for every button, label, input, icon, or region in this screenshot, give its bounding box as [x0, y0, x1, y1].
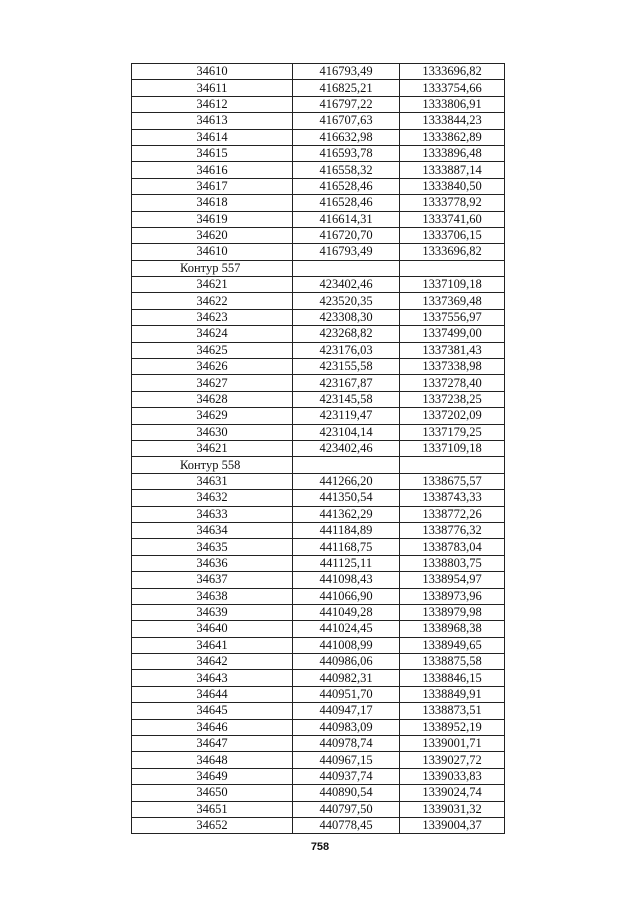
- point-number-cell: 34622: [132, 293, 293, 309]
- y-coordinate-cell: 1338675,57: [400, 473, 505, 489]
- x-coordinate-cell: 440982,31: [293, 670, 400, 686]
- point-number-cell: 34621: [132, 277, 293, 293]
- point-number-cell: 34649: [132, 768, 293, 784]
- y-coordinate-cell: 1333754,66: [400, 80, 505, 96]
- x-coordinate-cell: 440986,06: [293, 654, 400, 670]
- y-coordinate-cell: 1333706,15: [400, 227, 505, 243]
- x-coordinate-cell: 441266,20: [293, 473, 400, 489]
- x-coordinate-cell: 441350,54: [293, 490, 400, 506]
- x-coordinate-cell: 423308,30: [293, 309, 400, 325]
- point-number-cell: 34639: [132, 604, 293, 620]
- table-row: [132, 244, 505, 260]
- table-row: [132, 539, 505, 555]
- x-coordinate-cell: 416825,21: [293, 80, 400, 96]
- x-coordinate-cell: 416593,78: [293, 145, 400, 161]
- table-row: [132, 506, 505, 522]
- table-row: [132, 227, 505, 243]
- x-coordinate-cell: 416793,49: [293, 244, 400, 260]
- point-number-cell: 34630: [132, 424, 293, 440]
- empty-y-cell: [400, 260, 505, 276]
- y-coordinate-cell: 1337338,98: [400, 359, 505, 375]
- point-number-cell: 34634: [132, 522, 293, 538]
- point-number-cell: 34637: [132, 572, 293, 588]
- y-coordinate-cell: 1337109,18: [400, 277, 505, 293]
- y-coordinate-cell: 1338776,32: [400, 522, 505, 538]
- y-coordinate-cell: 1333840,50: [400, 178, 505, 194]
- y-coordinate-cell: 1338954,97: [400, 572, 505, 588]
- point-number-cell: 34618: [132, 195, 293, 211]
- x-coordinate-cell: 440778,45: [293, 817, 400, 833]
- point-number-cell: 34612: [132, 96, 293, 112]
- table-row: [132, 752, 505, 768]
- table-row: [132, 572, 505, 588]
- point-number-cell: 34642: [132, 654, 293, 670]
- y-coordinate-cell: 1337369,48: [400, 293, 505, 309]
- y-coordinate-cell: 1339004,37: [400, 817, 505, 833]
- point-number-cell: 34617: [132, 178, 293, 194]
- y-coordinate-cell: 1333696,82: [400, 64, 505, 80]
- table-row: [132, 277, 505, 293]
- table-row: [132, 637, 505, 653]
- contour-header-row: [132, 260, 505, 276]
- y-coordinate-cell: 1337238,25: [400, 391, 505, 407]
- y-coordinate-cell: 1337556,97: [400, 309, 505, 325]
- y-coordinate-cell: 1333862,89: [400, 129, 505, 145]
- table-row: [132, 588, 505, 604]
- point-number-cell: 34629: [132, 408, 293, 424]
- x-coordinate-cell: 423402,46: [293, 277, 400, 293]
- y-coordinate-cell: 1337381,43: [400, 342, 505, 358]
- y-coordinate-cell: 1333696,82: [400, 244, 505, 260]
- x-coordinate-cell: 441168,75: [293, 539, 400, 555]
- x-coordinate-cell: 441098,43: [293, 572, 400, 588]
- empty-y-cell: [400, 457, 505, 473]
- x-coordinate-cell: 416632,98: [293, 129, 400, 145]
- x-coordinate-cell: 440967,15: [293, 752, 400, 768]
- contour-label-cell: Контур 557: [132, 260, 293, 276]
- table-row: [132, 768, 505, 784]
- point-number-cell: 34611: [132, 80, 293, 96]
- table-row: [132, 670, 505, 686]
- x-coordinate-cell: 423167,87: [293, 375, 400, 391]
- point-number-cell: 34646: [132, 719, 293, 735]
- y-coordinate-cell: 1337109,18: [400, 440, 505, 456]
- table-row: [132, 80, 505, 96]
- point-number-cell: 34643: [132, 670, 293, 686]
- point-number-cell: 34650: [132, 785, 293, 801]
- table-row: [132, 309, 505, 325]
- contour-header-row: [132, 457, 505, 473]
- x-coordinate-cell: 441008,99: [293, 637, 400, 653]
- table-row: [132, 359, 505, 375]
- table-row: [132, 654, 505, 670]
- table-row: [132, 129, 505, 145]
- table-row: [132, 375, 505, 391]
- x-coordinate-cell: 416797,22: [293, 96, 400, 112]
- point-number-cell: 34635: [132, 539, 293, 555]
- table-row: [132, 801, 505, 817]
- x-coordinate-cell: 416528,46: [293, 178, 400, 194]
- point-number-cell: 34644: [132, 686, 293, 702]
- point-number-cell: 34615: [132, 145, 293, 161]
- y-coordinate-cell: 1337499,00: [400, 326, 505, 342]
- x-coordinate-cell: 440983,09: [293, 719, 400, 735]
- y-coordinate-cell: 1339024,74: [400, 785, 505, 801]
- x-coordinate-cell: 423119,47: [293, 408, 400, 424]
- point-number-cell: 34632: [132, 490, 293, 506]
- table-row: [132, 342, 505, 358]
- y-coordinate-cell: 1339001,71: [400, 736, 505, 752]
- x-coordinate-cell: 416793,49: [293, 64, 400, 80]
- y-coordinate-cell: 1338979,98: [400, 604, 505, 620]
- table-row: [132, 736, 505, 752]
- point-number-cell: 34645: [132, 703, 293, 719]
- point-number-cell: 34623: [132, 309, 293, 325]
- y-coordinate-cell: 1338873,51: [400, 703, 505, 719]
- table-row: [132, 391, 505, 407]
- table-row: [132, 195, 505, 211]
- point-number-cell: 34616: [132, 162, 293, 178]
- x-coordinate-cell: 441125,11: [293, 555, 400, 571]
- table-row: [132, 522, 505, 538]
- x-coordinate-cell: 440978,74: [293, 736, 400, 752]
- table-row: [132, 621, 505, 637]
- empty-x-cell: [293, 260, 400, 276]
- y-coordinate-cell: 1338772,26: [400, 506, 505, 522]
- point-number-cell: 34648: [132, 752, 293, 768]
- table-row: [132, 96, 505, 112]
- point-number-cell: 34631: [132, 473, 293, 489]
- y-coordinate-cell: 1333896,48: [400, 145, 505, 161]
- table-row: [132, 686, 505, 702]
- table-row: [132, 490, 505, 506]
- table-row: [132, 162, 505, 178]
- table-row: [132, 178, 505, 194]
- y-coordinate-cell: 1337179,25: [400, 424, 505, 440]
- y-coordinate-cell: 1338973,96: [400, 588, 505, 604]
- table-row: [132, 785, 505, 801]
- point-number-cell: 34626: [132, 359, 293, 375]
- point-number-cell: 34621: [132, 440, 293, 456]
- y-coordinate-cell: 1333887,14: [400, 162, 505, 178]
- table-row: [132, 817, 505, 833]
- table-row: [132, 113, 505, 129]
- x-coordinate-cell: 416707,63: [293, 113, 400, 129]
- coordinates-table: [131, 63, 505, 834]
- y-coordinate-cell: 1333844,23: [400, 113, 505, 129]
- table-row: [132, 293, 505, 309]
- y-coordinate-cell: 1339033,83: [400, 768, 505, 784]
- x-coordinate-cell: 423145,58: [293, 391, 400, 407]
- table-row: [132, 64, 505, 80]
- y-coordinate-cell: 1338952,19: [400, 719, 505, 735]
- table-row: [132, 703, 505, 719]
- point-number-cell: 34627: [132, 375, 293, 391]
- point-number-cell: 34633: [132, 506, 293, 522]
- x-coordinate-cell: 440797,50: [293, 801, 400, 817]
- y-coordinate-cell: 1338783,04: [400, 539, 505, 555]
- y-coordinate-cell: 1338846,15: [400, 670, 505, 686]
- y-coordinate-cell: 1339031,32: [400, 801, 505, 817]
- x-coordinate-cell: 423520,35: [293, 293, 400, 309]
- y-coordinate-cell: 1333778,92: [400, 195, 505, 211]
- y-coordinate-cell: 1337202,09: [400, 408, 505, 424]
- x-coordinate-cell: 441024,45: [293, 621, 400, 637]
- point-number-cell: 34610: [132, 64, 293, 80]
- coordinates-table-body: [132, 64, 505, 834]
- point-number-cell: 34628: [132, 391, 293, 407]
- y-coordinate-cell: 1333806,91: [400, 96, 505, 112]
- table-row: [132, 145, 505, 161]
- x-coordinate-cell: 423176,03: [293, 342, 400, 358]
- x-coordinate-cell: 440947,17: [293, 703, 400, 719]
- contour-label-cell: Контур 558: [132, 457, 293, 473]
- point-number-cell: 34652: [132, 817, 293, 833]
- x-coordinate-cell: 440951,70: [293, 686, 400, 702]
- table-row: [132, 473, 505, 489]
- table-row: [132, 440, 505, 456]
- table-row: [132, 719, 505, 735]
- y-coordinate-cell: 1337278,40: [400, 375, 505, 391]
- y-coordinate-cell: 1338849,91: [400, 686, 505, 702]
- table-row: [132, 211, 505, 227]
- table-row: [132, 424, 505, 440]
- y-coordinate-cell: 1338968,38: [400, 621, 505, 637]
- y-coordinate-cell: 1338743,33: [400, 490, 505, 506]
- empty-x-cell: [293, 457, 400, 473]
- x-coordinate-cell: 423155,58: [293, 359, 400, 375]
- y-coordinate-cell: 1333741,60: [400, 211, 505, 227]
- table-row: [132, 555, 505, 571]
- x-coordinate-cell: 441362,29: [293, 506, 400, 522]
- point-number-cell: 34624: [132, 326, 293, 342]
- point-number-cell: 34613: [132, 113, 293, 129]
- y-coordinate-cell: 1338803,75: [400, 555, 505, 571]
- point-number-cell: 34625: [132, 342, 293, 358]
- point-number-cell: 34610: [132, 244, 293, 260]
- y-coordinate-cell: 1338875,58: [400, 654, 505, 670]
- point-number-cell: 34640: [132, 621, 293, 637]
- x-coordinate-cell: 416558,32: [293, 162, 400, 178]
- x-coordinate-cell: 441184,89: [293, 522, 400, 538]
- page-number: 758: [310, 841, 330, 853]
- x-coordinate-cell: 416720,70: [293, 227, 400, 243]
- table-row: [132, 326, 505, 342]
- x-coordinate-cell: 416528,46: [293, 195, 400, 211]
- point-number-cell: 34641: [132, 637, 293, 653]
- x-coordinate-cell: 416614,31: [293, 211, 400, 227]
- point-number-cell: 34619: [132, 211, 293, 227]
- y-coordinate-cell: 1339027,72: [400, 752, 505, 768]
- table-row: [132, 604, 505, 620]
- point-number-cell: 34647: [132, 736, 293, 752]
- point-number-cell: 34636: [132, 555, 293, 571]
- x-coordinate-cell: 440890,54: [293, 785, 400, 801]
- point-number-cell: 34638: [132, 588, 293, 604]
- x-coordinate-cell: 441066,90: [293, 588, 400, 604]
- x-coordinate-cell: 440937,74: [293, 768, 400, 784]
- point-number-cell: 34651: [132, 801, 293, 817]
- point-number-cell: 34614: [132, 129, 293, 145]
- point-number-cell: 34620: [132, 227, 293, 243]
- x-coordinate-cell: 423104,14: [293, 424, 400, 440]
- table-row: [132, 408, 505, 424]
- x-coordinate-cell: 423402,46: [293, 440, 400, 456]
- y-coordinate-cell: 1338949,65: [400, 637, 505, 653]
- x-coordinate-cell: 441049,28: [293, 604, 400, 620]
- x-coordinate-cell: 423268,82: [293, 326, 400, 342]
